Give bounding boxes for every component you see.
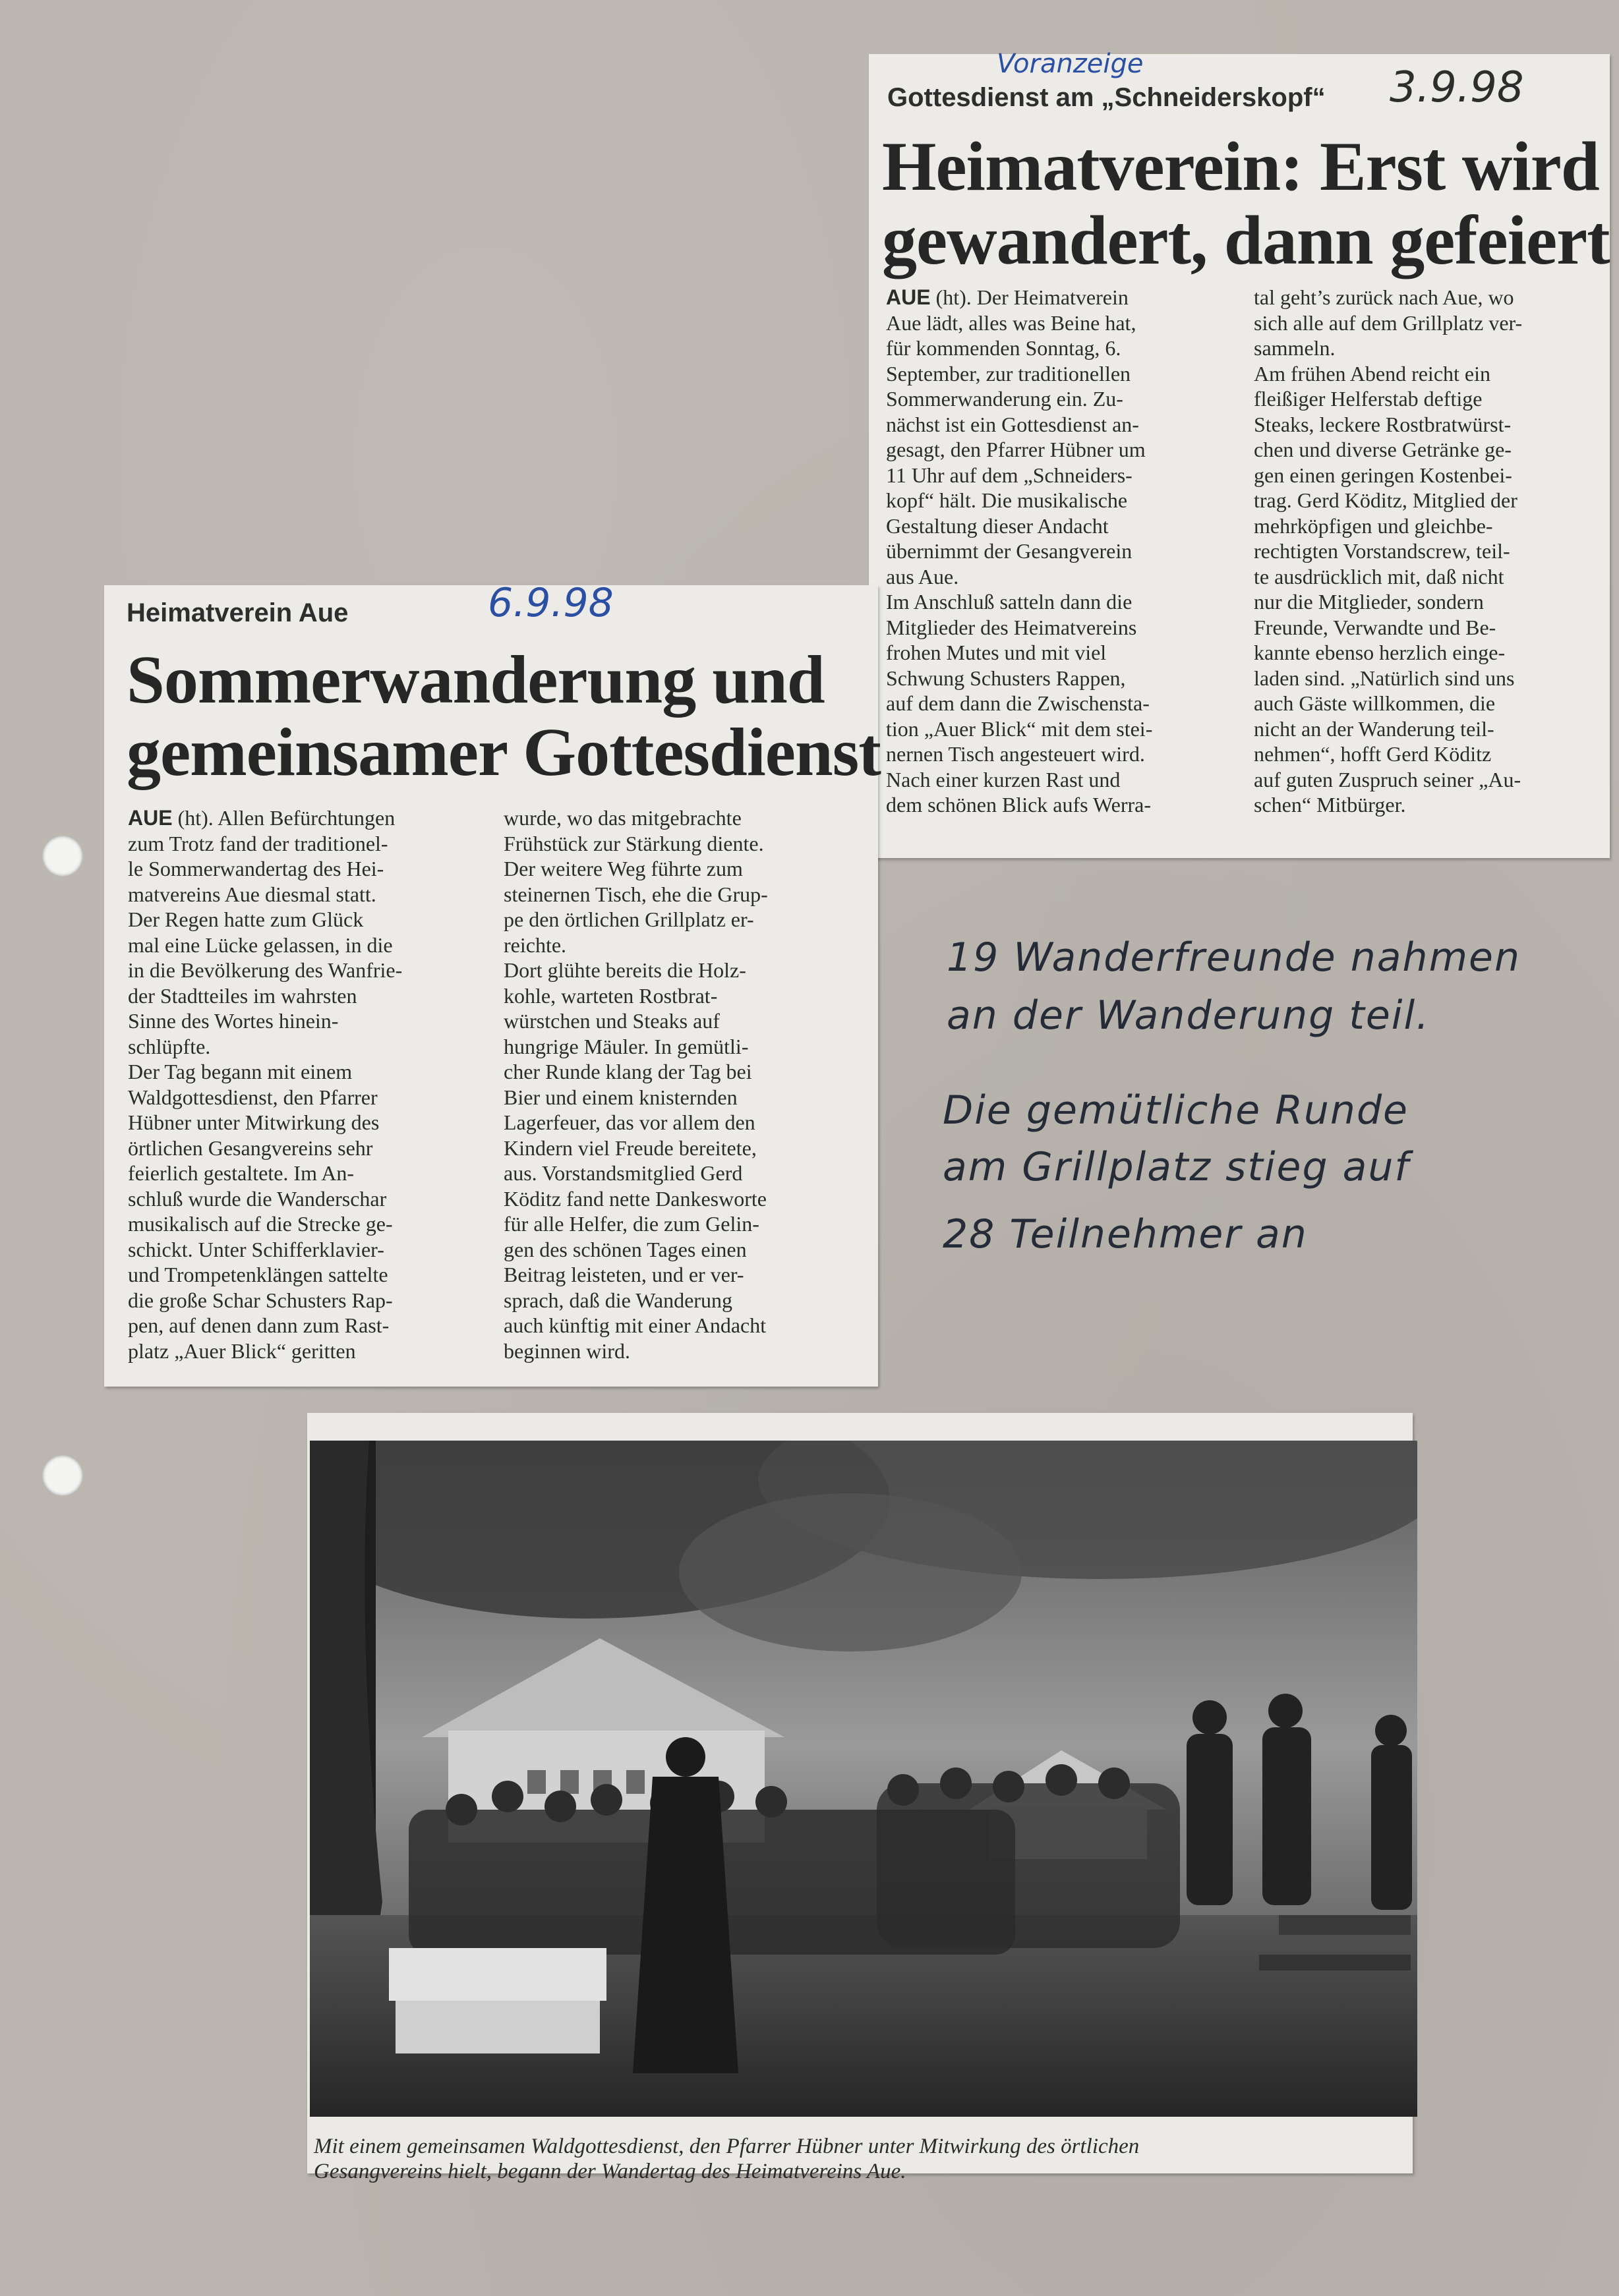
punch-hole-top [42,836,83,876]
announcement-headline-line1: Heimatverein: Erst wird [882,128,1599,205]
report-dateline: AUE [128,806,173,830]
photo-caption: Mit einem gemeinsamen Waldgottesdienst, den Pfarrer Hübner unter Mitwirkung des örtlichen Gesangvereins hielt, begann der Wandertag des Heimatvereins Aue. [314,2135,1140,2183]
handwritten-note-line1: 19 Wanderfreunde nahmen [947,934,1521,981]
report-col2-text: wurde, wo das mitgebrachte Frühstück zur Stärkung diente. Der weitere Weg führte zum steinernen Tisch, ehe die Grup- pe den örtlichen Grillplatz er- reichte. Dort glühte bereits die Holz- kohle, warteten Rostbrat- würstchen und Steaks auf hungrige Mäuler. In gemütli- cher Runde klang der Tag bei Bier und einem knisternden Lagerfeuer, das vor allem den Kindern viel Freude bereitete, aus. Vorstandsmitglied Gerd Köditz fand nette Dankesworte für alle Helfer, die zum Gelin- gen des schönen Tages einen Beitrag leisteten, und er ver- sprach, daß die Wanderung auch künftig mit einer Andacht beginnen wird. [504,806,768,1363]
handwritten-note-line4: am Grillplatz stieg auf [943,1144,1410,1190]
handwritten-date-top: 3.9.98 [1390,63,1524,112]
announcement-headline-line2: gewandert, dann gefeiert [882,202,1610,279]
announcement-column-2 [1254,285,1612,838]
handwritten-note-line5: 28 Teilnehmer an [943,1211,1308,1257]
report-kicker: Heimatverein Aue [127,598,349,627]
report-column-1 [128,805,484,1365]
report-headline-line2: gemeinsamer Gottesdienst [127,714,881,790]
punch-hole-bottom [42,1455,83,1496]
announcement-col1-text: (ht). Der Heimatverein Aue lädt, alles was Beine hat, für kommenden Sonntag, 6. September, zur traditionellen Sommerwanderung ein. Zu- nächst ist ein Gottesdienst an- gesagt, den Pfarrer Hübner um 11 Uhr auf dem „Schneiders- kopf“ hält. Die musikalische Gestaltung dieser Andacht übernimmt der Gesangverein aus Aue. Im Anschluß satteln dann die Mitglieder des Heimatvereins frohen Mutes und mit viel Schwung Schusters Rappen, auf dem dann die Zwischensta- tion „Auer Blick“ mit dem stei- nernen Tisch angesteuert wird. Nach einer kurzen Rast und dem schönen Blick aufs Werra- [886,285,1153,817]
report-column-2 [504,805,873,1365]
forest-service-photo [310,1441,1417,2117]
report-headline-line1: Sommerwanderung und [127,642,825,718]
handwritten-note-line2: an der Wanderung teil. [947,992,1430,1039]
handwritten-note-line3: Die gemütliche Runde [943,1087,1409,1134]
report-col1-text: (ht). Allen Befürchtungen zum Trotz fand der traditionel- le Sommerwandertag des Hei- matvereins Aue diesmal statt. Der Regen hatte zum Glück mal eine Lücke gelassen, in die in die Bevölkerung des Wanfrie- der Stadtteiles im wahrsten Sinne des Wortes hinein- schlüpfte. Der Tag begann mit einem Waldgottesdienst, den Pfarrer Hübner unter Mitwirkung des örtlichen Gesangvereins sehr feierlich gestaltete. Im An- schluß wurde die Wanderschar musikalisch auf die Strecke ge- schickt. Unter Schifferklavier- und Trompetenklängen sattelte die große Schar Schusters Rap- pen, auf denen dann zum Rast- platz „Auer Blick“ geritten [128,806,403,1363]
announcement-column-1 [886,285,1229,838]
handwritten-label-voranzeige: Voranzeige [997,49,1144,79]
handwritten-date-left: 6.9.98 [488,580,614,626]
announcement-col2-text: tal geht’s zurück nach Aue, wo sich alle auf dem Grillplatz ver- sammeln. Am frühen Abend reicht ein fleißiger Helferstab deftige Steaks, leckere Rostbratwürst- chen und diverse Getränke ge- gen einen geringen Kostenbei- trag. Gerd Köditz, Mitglied der mehrköpfigen und gleichbe- rechtigten Vorstandscrew, teil- te ausdrücklich mit, daß nicht nur die Mitglieder, sondern Freunde, Verwandte und Be- kannte ebenso herzlich einge- laden sind. „Natürlich sind uns auch Gäste willkommen, die nicht an der Wanderung teil- nehmen“, hofft Gerd Köditz auf guten Zuspruch seiner „Au- schen“ Mitbürger. [1254,285,1523,817]
announcement-kicker: Gottesdienst am „Schneiderskopf“ [887,83,1326,112]
announcement-dateline: AUE [886,285,931,309]
